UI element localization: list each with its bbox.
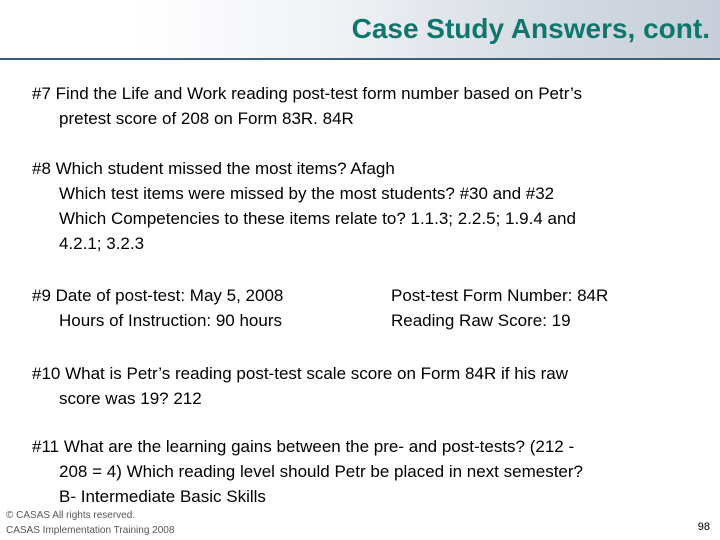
- question-9-right: [391, 283, 608, 333]
- question-9-date: #9 Date of post-test: May 5, 2008: [32, 286, 284, 305]
- question-10-line-2: score was 19? 212: [59, 389, 202, 408]
- question-8-line-1: #8 Which student missed the most items? Afagh: [32, 159, 395, 178]
- question-9-hours: Hours of Instruction: 90 hours: [59, 311, 283, 330]
- question-7-line-2: pretest score of 208 on Form 83R. 84R: [59, 109, 354, 128]
- footer-copyright: © CASAS All rights reserved.: [6, 510, 136, 521]
- footer-event: CASAS Implementation Training 2008: [6, 525, 175, 536]
- footer: [6, 508, 174, 538]
- question-8: [32, 156, 692, 256]
- question-11-line-3: B- Intermediate Basic Skills: [59, 487, 266, 506]
- question-7-line-1: #7 Find the Life and Work reading post-test form number based on Petr’s: [32, 84, 582, 103]
- question-11-line-1: #11 What are the learning gains between the pre- and post-tests? (212 -: [32, 437, 575, 456]
- question-10-line-1: #10 What is Petr’s reading post-test scale score on Form 84R if his raw: [32, 364, 569, 383]
- slide-title: Case Study Answers, cont.: [351, 13, 710, 44]
- title-divider: [0, 58, 720, 60]
- question-9-left: [32, 283, 283, 333]
- question-8-line-3: Which Competencies to these items relate to? 1.1.3; 2.2.5; 1.9.4 and: [59, 209, 576, 228]
- question-11: [32, 434, 692, 509]
- question-9-raw-score: Reading Raw Score: 19: [391, 311, 571, 330]
- question-8-line-4: 4.2.1; 3.2.3: [59, 234, 145, 253]
- question-7: [32, 81, 692, 131]
- title-bar: [0, 0, 720, 58]
- question-8-line-2: Which test items were missed by the most students? #30 and #32: [59, 184, 555, 203]
- question-11-line-2: 208 = 4) Which reading level should Petr be placed in next semester?: [59, 462, 583, 481]
- question-10: [32, 361, 692, 411]
- page-number: 98: [697, 521, 710, 533]
- question-9-form-number: Post-test Form Number: 84R: [391, 286, 609, 305]
